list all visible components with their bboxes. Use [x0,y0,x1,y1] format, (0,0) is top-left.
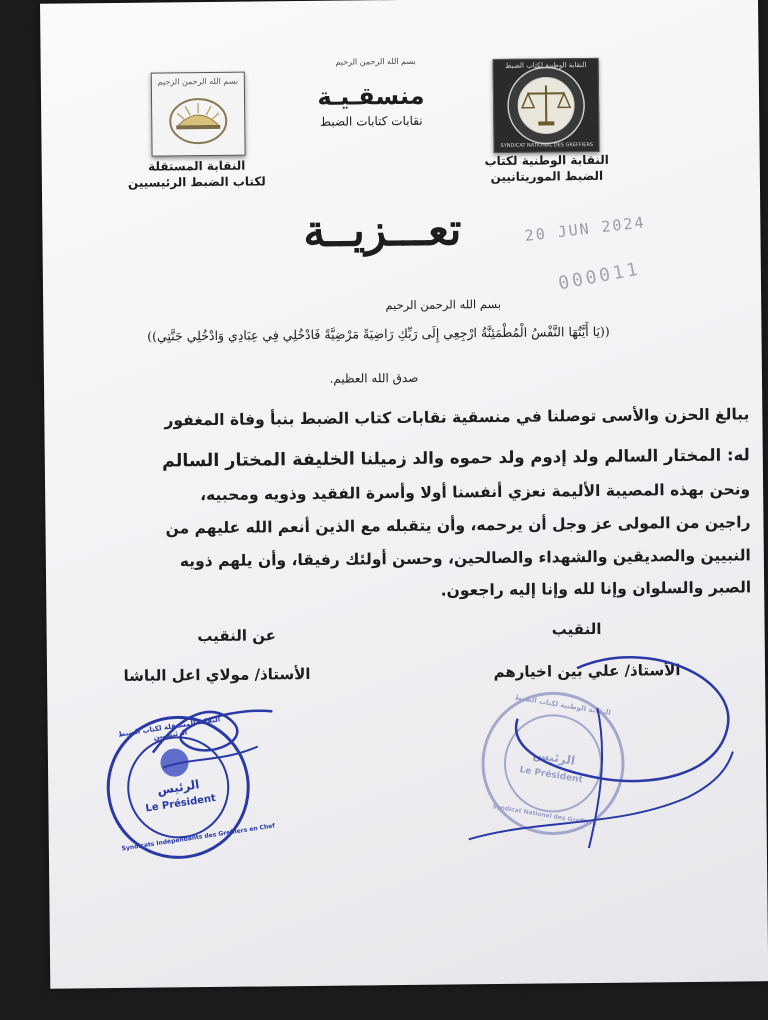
left-seal-ring-top: النقابة المستقلة لكتاب الضبط الرئيسيين [117,715,221,742]
left-handwritten-signature [142,691,283,782]
document-sheet [40,0,768,989]
body-line-2 [90,445,750,473]
right-seal-ring-top: النقابة الوطنية لكتاب الضبط [514,693,612,718]
body-line-3: ونحن بهذه المصيبة الأليمة نعزي أنفسنا أولا وأسرة الفقيد وذويه ومحبيه، [200,480,751,505]
right-seal-center-fr: Le Président [518,765,584,786]
body-line-4: راجين من المولى عز وجل أن يرحمه، وأن يتقبله مع الذين أنعم الله عليهم من [165,513,751,538]
body-line-5: النبيين والصديقين والشهداء والصالحين، وحسن أولئك رفيقا، وأن يلهم ذويه [179,546,751,571]
left-org-line1: النقابة المستقلة [148,158,246,174]
scales-of-justice-icon [500,63,593,148]
document-title: تعـــزيــة [303,204,462,258]
left-logo-basmala: بسم الله الرحمن الرحيم [157,76,239,87]
left-signature-name: الأستاذ/ مولاي اعل الباشا [123,664,311,685]
body-line-6: الصبر والسلوان وإنا لله وإنا إليه راجعون. [440,578,752,600]
body-line-2-names: المختار السالم ولد إدوم ولد حموه والد زميلنا [360,445,722,469]
left-seal-ring-bottom: Syndicats Indépendants des Greffiers en Chef [121,822,276,853]
right-org-line2: الضبط الموريتانيين [490,168,604,185]
body-line-2-highlight: الخليفة المختار السالم [161,449,355,472]
right-seal-center-ar: الرئيس [531,747,577,768]
center-basmala: بسم الله الرحمن الرحيم [335,56,416,67]
right-logo-latin: SYNDICAT NATIONAL DES GREFFIERS [500,141,594,149]
left-logo [151,72,246,157]
left-seal-center-fr: Le Président [144,792,217,815]
body-line-1: ببالغ الحزن والأسى توصلنا في منسقية نقابات كتاب الضبط بنبأ وفاة المغفور [164,405,750,430]
basmala: بسم الله الرحمن الرحيم [385,296,502,313]
right-logo-ring-text: النقابة الوطنية لكتاب الضبط [505,61,587,70]
date-stamp: 20 JUN 2024 [523,213,647,245]
right-signature-title: النقيب [551,619,602,639]
right-org-line1: النقابة الوطنية لكتاب [484,152,609,169]
number-stamp: 000011 [556,258,643,295]
body-paragraph [89,400,751,607]
body-line-2-prefix: له: [726,445,750,465]
left-seal-center-ar: الرئيس [156,777,201,798]
right-handwritten-signature [447,636,749,859]
center-title: منسقـيـة [317,81,425,111]
sadaqa: صدق الله العظيم. [329,370,419,386]
left-org-line2: لكتاب الضبط الرئيسيين [127,174,266,190]
left-signature-title: عن النقيب [197,626,277,646]
center-subtitle: نقابات كتابات الضبط [319,113,423,129]
quran-verse: ((يَا أَيَّتُهَا النَّفْسُ الْمُطْمَئِنَّةُ ارْجِعِي إِلَى رَبِّكِ رَاضِيَةً مَرْضِيَّةً فَادْخُلِي فِي عِبَادِي وَادْخُلِي جَنَّتِي)) [147,323,610,344]
right-logo [493,58,600,153]
rising-sun-icon [166,89,231,148]
right-signature-name: الأستاذ/ علي بين اخيارهم [493,661,681,682]
right-seal-ring-bottom: Syndicat National des Greffiers [491,803,597,828]
